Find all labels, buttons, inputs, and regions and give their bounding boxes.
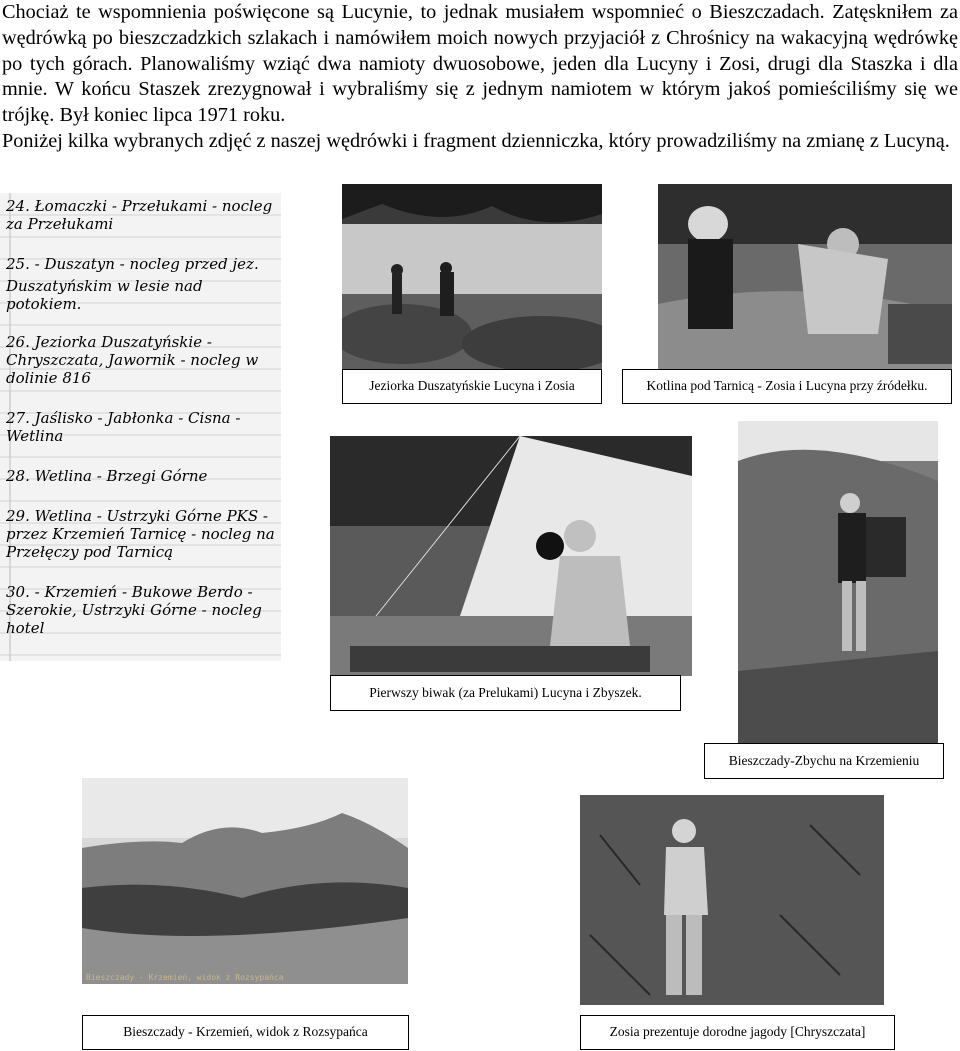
caption-photo-3: Pierwszy biwak (za Prelukami) Lucyna i Zbyszek. [330,675,681,711]
caption-photo-2: Kotlina pod Tarnicą - Zosia i Lucyna przy źródełku. [622,369,952,404]
diary-handwriting [6,197,278,637]
diary-line: 29. Wetlina - Ustrzyki Górne PKS - przez Krzemień Tarnicę - nocleg na Przełęczy pod Tarnicą [6,507,275,561]
photo-krzemien-widok [82,778,408,984]
caption-photo-4: Bieszczady-Zbychu na Krzemieniu [704,743,944,779]
photo-stamp: Bieszczady - Krzemień, widok z Rozsypańca [86,973,284,982]
intro-paragraph-2: Poniżej kilka wybranych zdjęć z naszej wędrówki i fragment dzienniczka, który prowadziliśmy na zmianę z Lucyną. [2,129,950,152]
photo-jeziorka [342,184,602,370]
diary-line: 24. Łomaczki - Przełukami - nocleg za Przełukami [6,197,273,233]
photo-biwak [330,436,692,676]
photo-zosia-jagody [580,795,884,1005]
diary-line: 30. - Krzemień - Bukowe Berdo - Szerokie, Ustrzyki Górne - nocleg hotel [6,583,262,637]
caption-photo-1: Jeziorka Duszatyńskie Lucyna i Zosia [342,369,602,404]
diary-line: 27. Jaślisko - Jabłonka - Cisna - Wetlina [6,409,241,445]
diary-line: 26. Jeziorka Duszatyńskie - Chryszczata, Jawornik - nocleg w dolinie 816 [6,333,259,387]
caption-photo-6: Zosia prezentuje dorodne jagody [Chryszczata] [580,1015,895,1050]
diary-page-image [0,193,281,661]
diary-line: Duszatyńskim w lesie nad potokiem. [6,277,203,313]
diary-line: 25. - Duszatyn - nocleg przed jez. [6,255,259,273]
photo-kotlina [658,184,952,370]
intro-text [2,0,958,155]
diary-line: 28. Wetlina - Brzegi Górne [6,467,208,485]
intro-paragraph-1: Chociaż te wspomnienia poświęcone są Lucynie, to jednak musiałem wspomnieć o Bieszczadach. Zatęskniłem za wędrówką po bieszczadzkich szlakach i namówiłem moich nowych przyjaciół z Chrośnicy na wakacyjną wędrówkę po tych górach. Planowaliśmy wziąć dwa namioty dwuosobowe, jeden dla Lucyny i Zosi, drugi dla Staszka i dla mnie. W końcu Staszek zrezygnował i wybraliśmy się z jednym namiotem w którym jakoś pomieściliśmy się we trójkę. Był koniec lipca 1971 roku. [2,1,958,127]
photo-zbychu-krzemien [738,421,938,743]
caption-photo-5: Bieszczady - Krzemień, widok z Rozsypańca [82,1015,409,1050]
